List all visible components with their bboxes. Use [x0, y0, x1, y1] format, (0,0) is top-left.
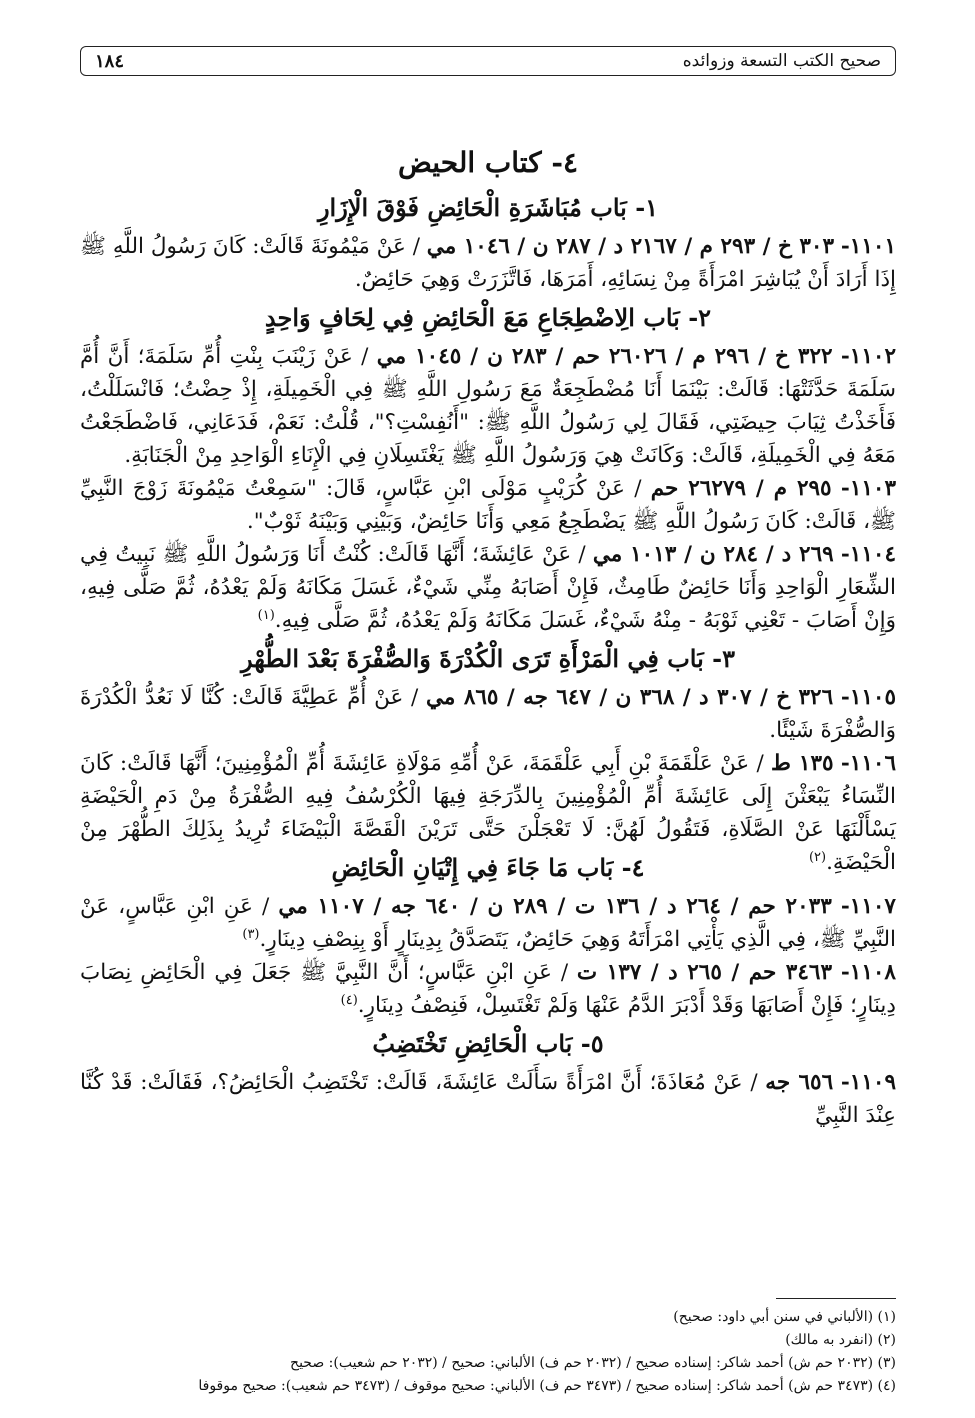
footnote-marker: (٣) — [242, 926, 260, 942]
hadith-references: ٦٥٦ جه — [765, 1070, 834, 1095]
hadith — [80, 538, 896, 637]
book-title — [80, 140, 896, 186]
footnote-marker: (٤) — [340, 992, 358, 1008]
footnote: (١) (الألباني في سنن أبي داود: صحيح) — [673, 1309, 896, 1325]
chapter-heading: ١- بَاب مُبَاشَرَةِ الْحَائِضِ فَوْقَ الْإِزَارِ — [317, 193, 659, 222]
hadith-references: ٣٤٦٣ حم / ٢٦٥ د / ١٣٧ ت — [576, 960, 832, 985]
hadith-references: ٣٠٣ خ / ٢٩٣ م / ٢١٦٧ د / ٢٨٧ ن / ١٠٤٦ مي — [426, 234, 835, 259]
hadith-references: ٢٩٥ م / ٢٦٢٧٩ حم — [650, 476, 832, 501]
hadith-references: ٢٠٣٣ حم / ٢٦٤ د / ١٣٦ ت / ٢٨٩ ن / ٦٤٠ جه / ١١٠٧ مي — [278, 894, 832, 919]
hadith — [80, 230, 896, 296]
hadith-number: ١١٠٧- — [840, 894, 896, 919]
book-number: ٤- — [551, 146, 578, 179]
hadith-references: ٣٢٢ خ / ٢٩٦ م / ٢٦٠٢٦ حم / ٢٨٣ ن / ١٠٤٥ مي — [376, 344, 833, 369]
hadith-number: ١١٠٨- — [840, 960, 896, 985]
footnote-marker: (١) — [257, 607, 275, 623]
header-title: صحيح الكتب التسعة وزوائده — [682, 51, 881, 71]
footnote: (٢) (انفرد به مالك) — [785, 1332, 896, 1348]
hadith — [80, 340, 896, 472]
hadith-references: ١٣٥ ط — [771, 751, 834, 776]
hadith-text: / عَنِ ابْنِ عَبَّاسٍ، عَنْ النَّبِيِّ ﷺ، فِي الَّذِي يَأْتِي امْرَأَتَهُ وَهِيَ حَائِضٌ، يَتَصَدَّقُ بِدِينَارٍ أَوْ بِنِصْفِ دِينَارٍ. — [80, 894, 896, 952]
hadith-number: ١١٠٩- — [840, 1070, 896, 1095]
chapter-heading: ٢- بَاب الِاضْطِجَاعِ مَعَ الْحَائِضِ فِي لِحَافٍ وَاحِدٍ — [264, 303, 712, 332]
footnotes — [80, 1306, 896, 1398]
hadith — [80, 472, 896, 538]
hadith-text: / عَنْ أُمِّ عَطِيَّةَ قَالَتْ: كُنَّا لَا نَعُدُّ الْكُدْرَةَ وَالصُّفْرَةَ شَيْئًا. — [80, 685, 896, 743]
hadith-text: / عَنْ مُعَاذَةَ؛ أَنَّ امْرَأَةً سَأَلَتْ عَائِشَةَ، قَالَتْ: تَخْتَضِبُ الْحَائِضُ؟، فَقَالَتْ: قَدْ كُنَّا عِنْدَ النَّبِيِّ — [80, 1070, 896, 1128]
book-name: كتاب الحيض — [398, 146, 542, 179]
hadith-number: ١١٠١- — [840, 234, 896, 259]
hadith-number: ١١٠٤- — [840, 542, 896, 567]
hadith-number: ١١٠٥- — [840, 685, 897, 710]
hadith-text: / عَنْ عَلْقَمَةَ بْنِ أَبِي عَلْقَمَةَ، عَنْ أُمِّهِ مَوْلَاةِ عَائِشَةَ أُمِّ الْمُؤْمِنِينَ؛ أَنَّهَا قَالَتْ: كَانَ النِّسَاءُ يَبْعَثْنَ إِلَى عَائِشَةَ أُمِّ الْمُؤْمِنِينَ بِالدِّرَجَةِ فِيهَا الْكُرْسُفُ فِيهِ الصُّفْرَةُ مِنْ دَمِ الْحَيْضَةِ يَسْأَلْنَهَا عَنْ الصَّلَاةِ، فَتَقُولُ لَهُنَّ: لَا تَعْجَلْنَ حَتَّى تَرَيْنَ الْقَصَّةَ الْبَيْضَاءَ تُرِيدُ بِذَلِكَ الطُّهْرَ مِنْ الْحَيْضَةِ. — [80, 751, 896, 875]
footnote: (٣) (٢٠٣٢ حم ش) أحمد شاكر: إسناده صحيح / (٢٠٣٢ حم ف) الألباني: صحيح / (٢٠٣٢ حم شعيب): صحيح — [290, 1355, 896, 1371]
chapter-heading: ٣- بَاب فِي الْمَرْأَةِ تَرَى الْكُدْرَةَ وَالصُّفْرَةَ بَعْدَ الطُّهْرِ — [241, 644, 735, 673]
hadith-text: / عَنْ زَيْنَبَ بِنْتِ أُمِّ سَلَمَةَ؛ أَنَّ أُمَّ سَلَمَةَ حَدَّثَتْهَا: قَالَتْ: بَيْنَمَا أَنَا مُضْطَجِعَةٌ مَعَ رَسُولِ اللَّهِ ﷺ فِي الْخَمِيلَةِ، إِذْ حِضْتُ؛ فَانْسَلَلْتُ، فَأَخَذْتُ ثِيَابَ حِيضَتِي، فَقَالَ لِي رَسُولُ اللَّهِ ﷺ: "أَنُفِسْتِ؟"، قُلْتُ: نَعَمْ، فَدَعَانِي، فَاضْطَجَعْتُ مَعَهُ فِي الْخَمِيلَةِ، قَالَتْ: وَكَانَتْ هِيَ وَرَسُولُ اللَّهِ ﷺ يَغْتَسِلَانِ فِي الْإِنَاءِ الْوَاحِدِ مِنْ الْجَنَابَةِ. — [80, 344, 896, 468]
chapter-heading: ٤- بَاب مَا جَاءَ فِي إِتْيَانِ الْحَائِضِ — [331, 853, 645, 882]
hadith — [80, 956, 896, 1022]
running-header — [80, 46, 896, 76]
hadith-references: ٣٢٦ خ / ٣٠٧ د / ٣٦٨ ن / ٦٤٧ جه / ٨٦٥ مي — [426, 685, 834, 710]
footnote-marker: (٢) — [808, 849, 827, 865]
footnote: (٤) (٣٤٧٣ حم ش) أحمد شاكر: إسناده صحيح / (٣٤٧٣ حم ف) الألباني: صحيح موقوف / (٣٤٧٣ حم شعيب): صحيح موقوفا — [198, 1378, 896, 1394]
hadith-text: / عَنْ عَائِشَةَ؛ أَنَّهَا قَالَتْ: كُنْتُ أَنَا وَرَسُولُ اللَّهِ ﷺ نَبِيتُ فِي الشِّعَارِ الْوَاحِدِ وَأَنَا حَائِضٌ طَامِثٌ، فَإِنْ أَصَابَهُ مِنِّي شَيْءٌ، غَسَلَ مَكَانَهُ وَلَمْ يَعْدُهُ، ثُمَّ صَلَّى فِيهِ، وَإِنْ أَصَابَ - تَعْنِي ثَوْبَهُ - مِنْهُ شَيْءٌ، غَسَلَ مَكَانَهُ وَلَمْ يَعْدُهُ، ثُمَّ صَلَّى فِيهِ. — [80, 542, 896, 633]
footnote-divider — [776, 1298, 896, 1299]
chapter-heading: ٥- بَاب الْحَائِضِ تَخْتَضِبُ — [372, 1029, 604, 1058]
main-content — [80, 140, 897, 1128]
hadith-number: ١١٠٣- — [840, 476, 897, 501]
hadith-text: / عَنْ كُرَيْبٍ مَوْلَى ابْنِ عَبَّاسٍ، قَالَ: "سَمِعْتُ مَيْمُونَةَ زَوْجَ النَّبِيِّ ﷺ، قَالَتْ: كَانَ رَسُولُ اللَّهِ ﷺ يَضْطَجِعُ مَعِي وَأَنَا حَائِضٌ، وَبَيْنِي وَبَيْنَهُ ثَوْبٌ". — [80, 476, 896, 534]
hadith-text: / عَنِ ابْنِ عَبَّاسٍ؛ أَنَّ النَّبِيَّ ﷺ جَعَلَ فِي الْحَائِضِ نِصَابَ دِينَارٍ؛ فَإِنْ أَصَابَهَا وَقَدْ أَدْبَرَ الدَّمُ عَنْهَا وَلَمْ تَغْتَسِلْ، فَنِصْفُ دِينَارٍ. — [80, 960, 896, 1018]
hadith-number: ١١٠٦- — [840, 751, 896, 776]
hadith-text: / عَنْ مَيْمُونَةَ قَالَتْ: كَانَ رَسُولُ اللَّهِ ﷺ إِذَا أَرَادَ أَنْ يُبَاشِرَ امْرَأَةً مِنْ نِسَائِهِ، أَمَرَهَا، فَاتَّزَرَتْ وَهِيَ حَائِضٌ. — [80, 234, 896, 292]
hadith-number: ١١٠٢- — [840, 344, 896, 369]
hadith — [80, 1066, 896, 1128]
hadith — [80, 681, 896, 747]
hadith — [80, 890, 896, 956]
hadith-references: ٢٦٩ د / ٢٨٤ ن / ١٠١٣ مي — [592, 542, 834, 567]
page-number: ١٨٤ — [95, 50, 125, 72]
